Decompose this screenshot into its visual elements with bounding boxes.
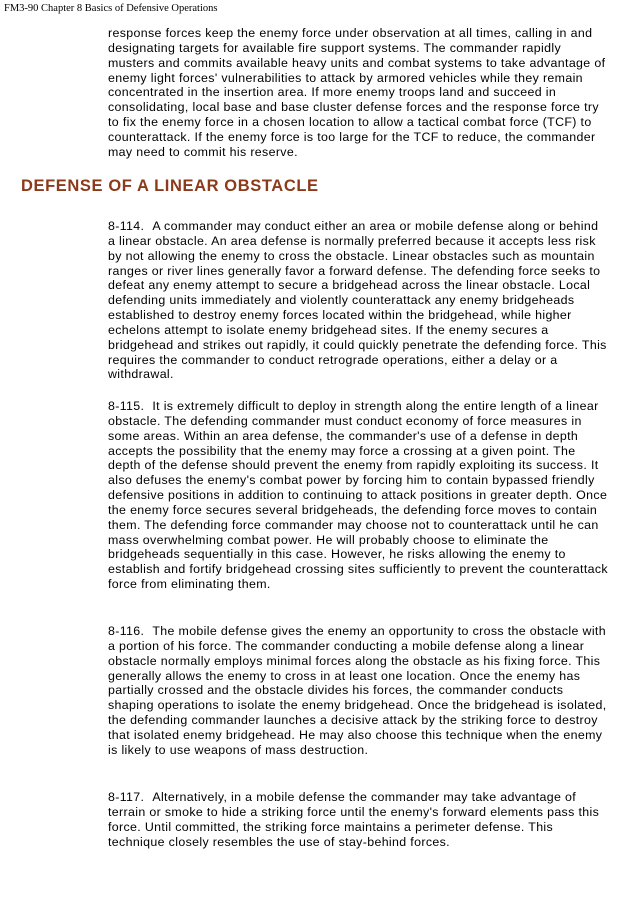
paragraph-8-117 <box>108 790 608 849</box>
paragraph-number: 8-117. <box>108 790 145 804</box>
paragraph-text: Alternatively, in a mobile defense the commander may take advantage of terrain or smoke to hide a striking force until the enemy's forward elements pass this force. Until committed, the striking force maintains a perimeter defense. This technique closely resembles the use of stay-behind forces. <box>108 790 600 849</box>
intro-paragraph: response forces keep the enemy force under observation at all times, calling in and designating targets for available fire support systems. The commander rapidly musters and commits available heavy units and combat systems to take advantage of enemy light forces' vulnerabilities to attack by armored vehicles while they remain concentrated in the insertion area. If more enemy troops land and succeed in consolidating, local base and base cluster defense forces and the response force try to fix the enemy force in a chosen location to allow a tactical combat force (TCF) to counterattack. If the enemy force is too large for the TCF to reduce, the commander may need to commit his reserve. <box>108 26 606 159</box>
paragraph-number: 8-114. <box>108 219 145 233</box>
paragraph-text: A commander may conduct either an area or mobile defense along or behind a linear obstacle. An area defense is normally preferred because it accepts less risk by not allowing the enemy to cross the obstacle. Linear obstacles such as mountain ranges or river lines generally favor a forward defense. The defending force seeks to defeat any enemy attempt to secure a bridgehead across the linear obstacle. Local defending units immediately and violently counterattack any enemy bridgeheads established to destroy enemy forces located within the bridgehead, while higher echelons attempt to isolate enemy bridgehead sites. If the enemy secures a bridgehead and strikes out rapidly, it could quickly penetrate the defending force. This requires the commander to conduct retrograde operations, either a delay or a withdrawal. <box>108 219 607 382</box>
paragraph-8-116 <box>108 624 608 758</box>
paragraph-number: 8-116. <box>108 624 145 638</box>
paragraph-8-114 <box>108 219 608 382</box>
paragraph-text: The mobile defense gives the enemy an opportunity to cross the obstacle with a portion of his force. The commander conducting a mobile defense along a linear obstacle normally employs minimal forces along the obstacle as his fixing force. This generally allows the enemy to cross in at least one location. Once the enemy has partially crossed and the obstacle divides his forces, the commander conducts shaping operations to isolate the enemy bridgehead. Once the bridgehead is isolated, the defending commander launches a decisive attack by the striking force to destroy that isolated enemy bridgehead. He may also choose this technique when the enemy is likely to use weapons of mass destruction. <box>108 624 607 757</box>
paragraph-number: 8-115. <box>108 399 145 413</box>
section-heading: DEFENSE OF A LINEAR OBSTACLE <box>21 177 319 195</box>
paragraph-text: It is extremely difficult to deploy in strength along the entire length of a linear obstacle. The defending commander must conduct economy of force measures in some areas. Within an area defense, the commander's use of a defense in depth accepts the possibility that the enemy may force a crossing at a given point. The depth of the defense should prevent the enemy from rapidly exploiting its success. It also defuses the enemy's combat power by forcing him to contain bypassed friendly defensive positions in addition to continuing to attack positions in greater depth. Once the enemy force secures several bridgeheads, the defending force moves to contain them. The defending force commander may choose not to counterattack until he can mass overwhelming combat power. He will probably choose to eliminate the bridgeheads sequentially in this case. However, he risks allowing the enemy to establish and fortify bridgehead crossing sites sufficiently to prevent the counterattack force from eliminating them. <box>108 399 608 592</box>
running-header: FM3-90 Chapter 8 Basics of Defensive Operations <box>4 3 218 14</box>
paragraph-8-115 <box>108 399 608 592</box>
